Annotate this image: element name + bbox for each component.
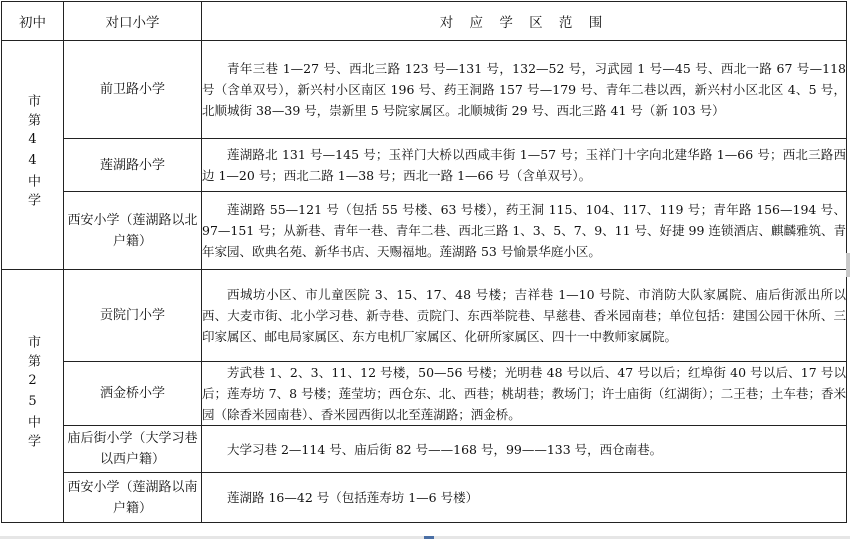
area-cell [202, 473, 847, 523]
table-row [2, 362, 847, 426]
area-cell [202, 426, 847, 473]
primary-school-cell: 贡院门小学 [64, 270, 202, 362]
table-row [2, 41, 847, 139]
table-row [2, 473, 847, 523]
middle-school-name: 市第44中学 [25, 94, 40, 212]
table-row [2, 426, 847, 473]
area-cell [202, 270, 847, 362]
primary-school-cell: 洒金桥小学 [64, 362, 202, 426]
area-text: 芳武巷 1、2、3、11、12 号楼，50—56 号楼；光明巷 48 号以后、47 号以后；红埠街 40 号以后、17 号以后；莲寿坊 7、8 号楼；莲莹坊；西仓东、北、西巷；桃胡巷；教场门；许士庙街（红湖街）；二王巷；土车巷；香米园（除香米园南巷）、香米园西街以北至莲湖路；洒金桥。 [202, 365, 846, 422]
primary-school-cell: 莲湖路小学 [64, 139, 202, 192]
area-text: 莲湖路北 131 号—145 号；玉祥门大桥以西咸丰街 1—57 号；玉祥门十字向北建华路 1—66 号；西北三路西边 1—20 号；西北二路 1—38 号；西北一路 1—66 号（含单双号）。 [202, 147, 846, 183]
area-text: 莲湖路 16—42 号（包括莲寿坊 1—6 号楼） [227, 490, 479, 505]
middle-school-cell [2, 41, 64, 270]
primary-school-cell: 西安小学（莲湖路以南户籍） [64, 473, 202, 523]
area-cell [202, 139, 847, 192]
area-cell [202, 362, 847, 426]
school-zone-table [1, 1, 847, 523]
primary-school-cell: 前卫路小学 [64, 41, 202, 139]
area-text: 莲湖路 55—121 号（包括 55 号楼、63 号楼），药王洞 115、104、117、119 号；青年路 156—194 号、97—151 号；从新巷、青年一巷、青年二巷、西北三路 1、3、5、7、9、11 号、好捷 99 连锁酒店、麒麟雅筑、青年家园、欧典名苑、新华书店、天赐福地。莲湖路 53 号愉景华庭小区。 [202, 202, 846, 259]
header-middle-school: 初中 [2, 2, 64, 41]
table-row [2, 270, 847, 362]
middle-school-name: 市第25中学 [25, 335, 40, 453]
area-cell [202, 192, 847, 270]
table-row [2, 139, 847, 192]
primary-school-cell: 庙后街小学（大学习巷以西户籍） [64, 426, 202, 473]
header-area: 对 应 学 区 范 围 [202, 2, 847, 41]
header-primary-school: 对口小学 [64, 2, 202, 41]
primary-school-cell: 西安小学（莲湖路以北户籍） [64, 192, 202, 270]
middle-school-cell [2, 270, 64, 523]
area-text: 大学习巷 2—114 号、庙后街 82 号——168 号，99——133 号，西仓南巷。 [227, 441, 663, 457]
table-row [2, 192, 847, 270]
area-cell [202, 41, 847, 139]
scrollbar-handle[interactable] [846, 253, 850, 277]
area-text: 青年三巷 1—27 号、西北三路 123 号—131 号，132—52 号，习武园 1 号—45 号、西北一路 67 号—118 号（含单双号），新兴村小区南区 196 号、药王洞路 157 号—179 号、青年二巷以西，新兴村小区北区 4、5 号，北顺城街 38—39 号，崇新里 5 号院家属区。北顺城街 29 号、西北三路 41 号（新 103 号） [202, 61, 846, 118]
area-text: 西城坊小区、市儿童医院 3、15、17、48 号楼；吉祥巷 1—10 号院、市消防大队家属院、庙后街派出所以西、大麦市街、北小学习巷、新寺巷、贡院门、东西举院巷、早慈巷、香米园南巷；单位包括：建国公园干休所、三印家属区、邮电局家属区、东方电机厂家属区、化研所家属区、四十一中教师家属院。 [202, 287, 846, 344]
header-row [2, 2, 847, 41]
